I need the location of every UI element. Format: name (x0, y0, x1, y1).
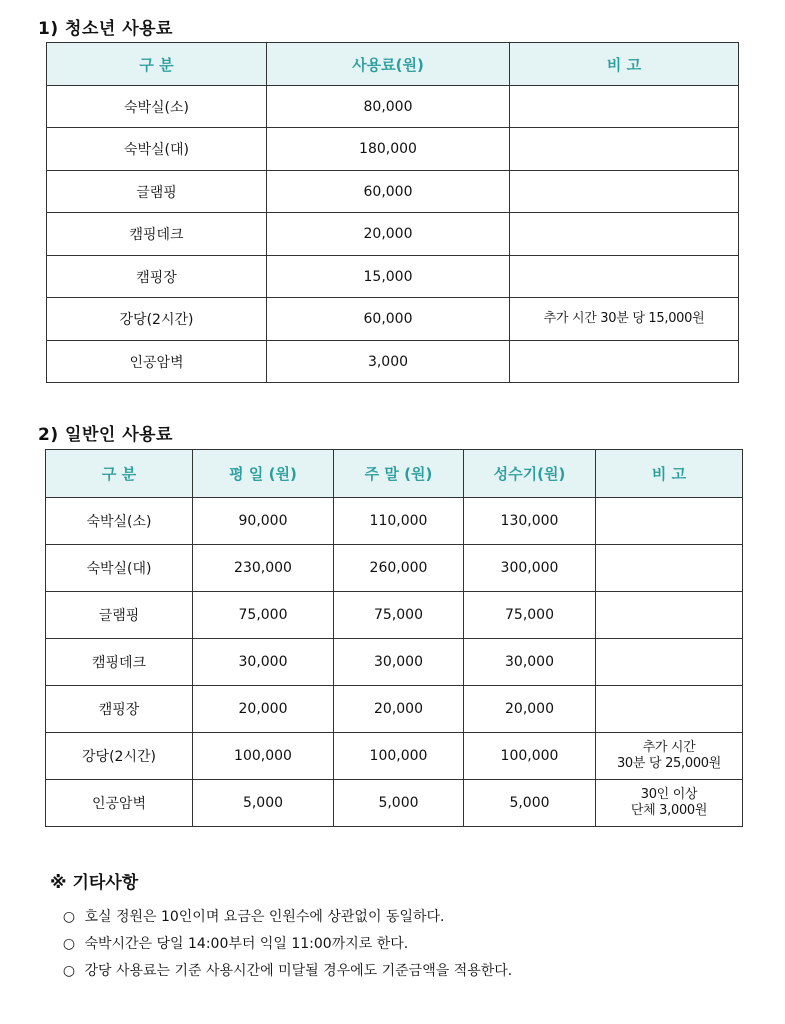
row-fee: 60,000 (267, 298, 510, 341)
table-row (46, 592, 743, 639)
row-weekday: 90,000 (193, 498, 334, 545)
etc-item-text: 호실 정원은 10인이며 요금은 인원수에 상관없이 동일하다. (84, 909, 445, 925)
row-weekday: 20,000 (193, 686, 334, 733)
row-fee: 80,000 (267, 86, 510, 128)
row-name: 강당(2시간) (46, 733, 193, 780)
row-note (510, 171, 739, 213)
row-fee: 180,000 (267, 128, 510, 171)
table-row (46, 545, 743, 592)
row-weekend: 20,000 (334, 686, 464, 733)
table-header-row (47, 43, 739, 86)
row-name: 글램핑 (47, 171, 267, 213)
row-peak: 75,000 (464, 592, 596, 639)
row-weekend: 5,000 (334, 780, 464, 827)
table-row (46, 733, 743, 780)
etc-item-text: 숙박시간은 당일 14:00부터 익일 11:00까지로 한다. (84, 936, 409, 952)
row-note (510, 128, 739, 171)
row-name: 캠핑데크 (47, 213, 267, 256)
row-weekday: 230,000 (193, 545, 334, 592)
youth-fee-table (46, 42, 739, 383)
section2-title: 2) 일반인 사용료 (38, 425, 173, 445)
table-row (47, 256, 739, 298)
row-weekend: 30,000 (334, 639, 464, 686)
row-note (596, 780, 743, 827)
list-item (58, 933, 512, 960)
table-row (46, 639, 743, 686)
row-note (510, 213, 739, 256)
table-row (46, 498, 743, 545)
row-note: 추가 시간 30분 당 15,000원 (510, 298, 739, 341)
row-weekday: 30,000 (193, 639, 334, 686)
row-name: 인공암벽 (47, 341, 267, 383)
row-name: 캠핑장 (46, 686, 193, 733)
note-line: 단체 3,000원 (630, 803, 708, 818)
row-name: 숙박실(소) (47, 86, 267, 128)
table-row (47, 298, 739, 341)
table-row (47, 213, 739, 256)
row-peak: 300,000 (464, 545, 596, 592)
etc-title: ※ 기타사항 (50, 873, 139, 893)
header-note: 비 고 (510, 43, 739, 86)
row-note (510, 86, 739, 128)
general-fee-table (45, 449, 743, 827)
row-weekday: 5,000 (193, 780, 334, 827)
table-row (46, 780, 743, 827)
table-row (47, 171, 739, 213)
row-weekend: 100,000 (334, 733, 464, 780)
section1-title: 1) 청소년 사용료 (38, 19, 173, 39)
row-note (596, 639, 743, 686)
row-peak: 100,000 (464, 733, 596, 780)
header-peak: 성수기(원) (464, 450, 596, 498)
row-name: 캠핑데크 (46, 639, 193, 686)
row-peak: 30,000 (464, 639, 596, 686)
table-row (47, 86, 739, 128)
row-note (596, 545, 743, 592)
row-name: 숙박실(대) (47, 128, 267, 171)
row-weekday: 100,000 (193, 733, 334, 780)
list-item (58, 960, 512, 987)
bullet-icon: ○ (62, 963, 76, 979)
bullet-icon: ○ (62, 909, 76, 925)
row-weekend: 110,000 (334, 498, 464, 545)
row-note (596, 498, 743, 545)
header-fee: 사용료(원) (267, 43, 510, 86)
row-note (596, 592, 743, 639)
row-fee: 15,000 (267, 256, 510, 298)
row-peak: 5,000 (464, 780, 596, 827)
row-peak: 20,000 (464, 686, 596, 733)
header-category: 구 분 (46, 450, 193, 498)
header-note: 비 고 (596, 450, 743, 498)
note-line: 30분 당 25,000원 (616, 756, 722, 771)
row-note (510, 341, 739, 383)
table-row (47, 341, 739, 383)
row-fee: 60,000 (267, 171, 510, 213)
note-line: 30인 이상 (640, 787, 698, 802)
row-note (596, 733, 743, 780)
row-name: 인공암벽 (46, 780, 193, 827)
etc-list (58, 906, 512, 987)
etc-item-text: 강당 사용료는 기준 사용시간에 미달될 경우에도 기준금액을 적용한다. (84, 963, 513, 979)
row-name: 캠핑장 (47, 256, 267, 298)
row-name: 숙박실(소) (46, 498, 193, 545)
row-name: 글램핑 (46, 592, 193, 639)
note-line: 추가 시간 (642, 740, 696, 755)
row-name: 숙박실(대) (46, 545, 193, 592)
list-item (58, 906, 512, 933)
row-note (596, 686, 743, 733)
table-header-row (46, 450, 743, 498)
header-weekend: 주 말 (원) (334, 450, 464, 498)
row-name: 강당(2시간) (47, 298, 267, 341)
header-category: 구 분 (47, 43, 267, 86)
row-note (510, 256, 739, 298)
row-weekday: 75,000 (193, 592, 334, 639)
table-row (46, 686, 743, 733)
row-peak: 130,000 (464, 498, 596, 545)
row-weekend: 260,000 (334, 545, 464, 592)
bullet-icon: ○ (62, 936, 76, 952)
row-fee: 3,000 (267, 341, 510, 383)
row-fee: 20,000 (267, 213, 510, 256)
header-weekday: 평 일 (원) (193, 450, 334, 498)
row-weekend: 75,000 (334, 592, 464, 639)
table-row (47, 128, 739, 171)
